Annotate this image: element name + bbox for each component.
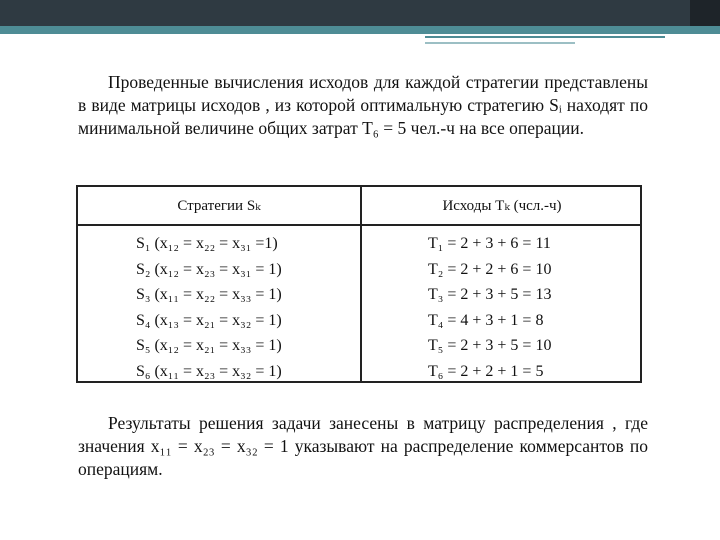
table-column-divider <box>360 187 362 381</box>
header-strategies: Стратегии Sₖ <box>177 198 261 214</box>
outcome-row: T₁ = 2 + 3 + 6 = 11 <box>428 235 551 252</box>
conclusion-paragraph: Результаты решения задачи занесены в матрицу распределения , где значения x₁₁ = x₂₃ = x₃₂ = 1 указывают на распределение коммерсантов по операциям. <box>78 413 648 479</box>
strategy-row: S₁ (x₁₂ = x₂₂ = x₃₁ =1) <box>136 235 278 252</box>
strategy-row: S₆ (x₁₁ = x₂₃ = x₃₂ = 1) <box>136 362 282 380</box>
outcome-row: T₄ = 4 + 3 + 1 = 8 <box>428 311 544 329</box>
strategy-row: S₃ (x₁₁ = x₂₂ = x₃₃ = 1) <box>136 286 282 303</box>
strategies-column <box>136 231 282 384</box>
decorative-line <box>425 36 665 38</box>
outcome-row: T₆ = 2 + 2 + 1 = 5 <box>428 362 544 380</box>
strategy-row: S₂ (x₁₂ = x₂₃ = x₃₁ = 1) <box>136 260 282 278</box>
strategy-outcome-table <box>76 185 642 383</box>
intro-paragraph: Проведенные вычисления исходов для каждой стратегии представлены в виде матрицы исходов , из которой оптимальную стратегию Sᵢ находят по минимальной величине общих затрат T₆ = 5 чел.-ч на все операции. <box>78 72 648 138</box>
strategy-row: S₄ (x₁₃ = x₂₁ = x₃₂ = 1) <box>136 311 282 329</box>
slide-top-bar <box>0 0 720 26</box>
outcome-row: T₃ = 2 + 3 + 5 = 13 <box>428 286 552 303</box>
outcomes-column <box>428 231 551 384</box>
slide-accent-stripe <box>0 26 720 34</box>
table-header-divider <box>78 224 640 226</box>
decorative-line-short <box>425 42 575 44</box>
strategy-row: S₅ (x₁₂ = x₂₁ = x₃₃ = 1) <box>136 337 282 354</box>
outcome-row: T₂ = 2 + 2 + 6 = 10 <box>428 260 552 278</box>
outcome-row: T₅ = 2 + 3 + 5 = 10 <box>428 337 552 354</box>
header-outcomes: Исходы Tₖ (чсл.-ч) <box>442 198 562 214</box>
